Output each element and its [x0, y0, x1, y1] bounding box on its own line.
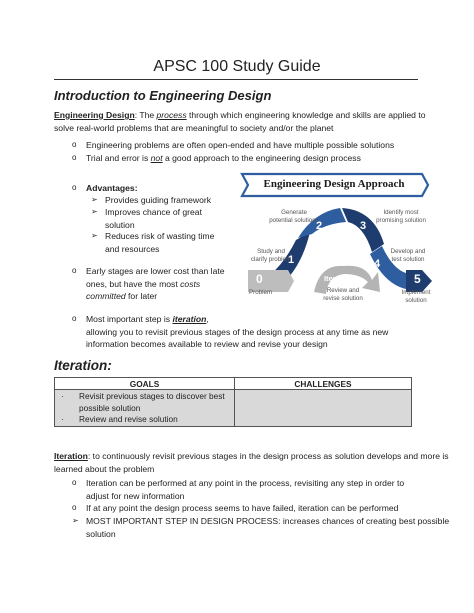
advantages-label: Advantages: — [86, 183, 138, 193]
arrow-bullet: ➢ — [91, 231, 98, 240]
challenges-cell — [235, 390, 412, 427]
page-title: APSC 100 Study Guide — [153, 58, 321, 75]
bullet-marker: o — [72, 266, 77, 275]
table-header-row — [55, 378, 412, 390]
definition-line2: solve real-world problems that are meaningful to society and/or the planet — [54, 122, 334, 133]
definition-colon: : The — [134, 110, 157, 120]
iteration-emphasis: iteration — [172, 314, 207, 324]
review-label: Review and revise solution — [323, 287, 363, 302]
step-5-number: 5 — [414, 272, 421, 286]
arrow-bullet: ➢ — [91, 195, 98, 204]
goal-item: · Review and revise solution — [61, 414, 178, 424]
advantage-reduce-risk: Reduces risk of wasting time and resources — [105, 231, 215, 254]
advantage-great-solution: Improves chance of great solution — [105, 207, 202, 230]
step-2-number: 2 — [316, 220, 323, 232]
step-0-label: Problem — [249, 289, 273, 296]
step-0-number: 0 — [256, 272, 263, 286]
advantage-guiding-framework: Provides guiding framework — [105, 195, 212, 205]
bullet-marker: o — [72, 153, 77, 162]
iteration-label: Iteration — [324, 274, 354, 283]
goals-cell — [55, 390, 235, 427]
goal-item: · Revisit previous stages to discover best possible solution — [61, 391, 225, 413]
iteration-definition: Iteration: to continuously revisit previous stages in the design process as solution develops and more is learned about the problem — [54, 451, 449, 474]
title-rule — [54, 79, 418, 80]
goals-challenges-table — [54, 377, 412, 427]
definition-line1-rest: through which engineering knowledge and skills are applied to — [186, 110, 426, 120]
costs-emphasis: costs — [180, 278, 201, 289]
goals-header: GOALS — [55, 378, 235, 390]
arrow-bullet: ➢ — [72, 516, 79, 525]
bullet-most-important: MOST IMPORTANT STEP IN DESIGN PROCESS: increases chances of creating best possible solution — [86, 516, 450, 539]
step-3-number: 3 — [360, 220, 367, 232]
bullet-early-stages: Early stages are lower cost than late ones, but have the most costs committed for later — [86, 266, 225, 301]
iteration-term: Iteration — [54, 451, 88, 461]
challenges-header: CHALLENGES — [235, 378, 412, 390]
bullet-failed: If at any point the design process seems to have failed, iteration can be performed — [86, 503, 399, 513]
bullet-open-ended: Engineering problems are often open-ended and have multiple possible solutions — [86, 140, 395, 150]
step-4-label: Develop and test solution — [390, 248, 426, 263]
engineering-design-approach-diagram — [236, 168, 434, 310]
intro-heading: Introduction to Engineering Design — [54, 88, 272, 103]
bullet-marker: o — [72, 503, 77, 512]
bullet-marker: o — [72, 314, 77, 323]
bullet-marker: o — [72, 478, 77, 487]
committed-emphasis: committed — [86, 291, 126, 301]
bullet-marker: o — [72, 140, 77, 149]
engineering-design-definition — [54, 109, 426, 134]
definition-term: Engineering Design — [54, 110, 135, 120]
bullet-most-important-step: Most important step is iteration, allowing you to revisit previous stages of the design process at any time as new information becomes available to review and revise your design — [86, 314, 389, 349]
bullet-marker: o — [72, 183, 77, 192]
bullet-any-point: Iteration can be performed at any point in the process, revisiting any step in order to adjust for new information — [86, 478, 405, 501]
arrow-bullet: ➢ — [91, 207, 98, 216]
iteration-heading: Iteration: — [54, 358, 112, 373]
not-emphasis: not — [150, 153, 163, 163]
step-1-label: Study and clarify problem — [250, 248, 292, 263]
step-2-label: Generate potential solutions — [269, 209, 319, 224]
table-row — [55, 390, 412, 427]
step-3-label: Identify most promising solution — [376, 209, 426, 224]
banner-title: Engineering Design Approach — [263, 178, 405, 190]
bullet-trial-error: Trial and error is not a good approach to the engineering design process — [86, 153, 361, 163]
step-1-number: 1 — [288, 254, 295, 266]
definition-process: process — [156, 110, 187, 120]
step-5-label: Implement solution — [401, 289, 431, 304]
step-4-number: 4 — [374, 258, 381, 270]
